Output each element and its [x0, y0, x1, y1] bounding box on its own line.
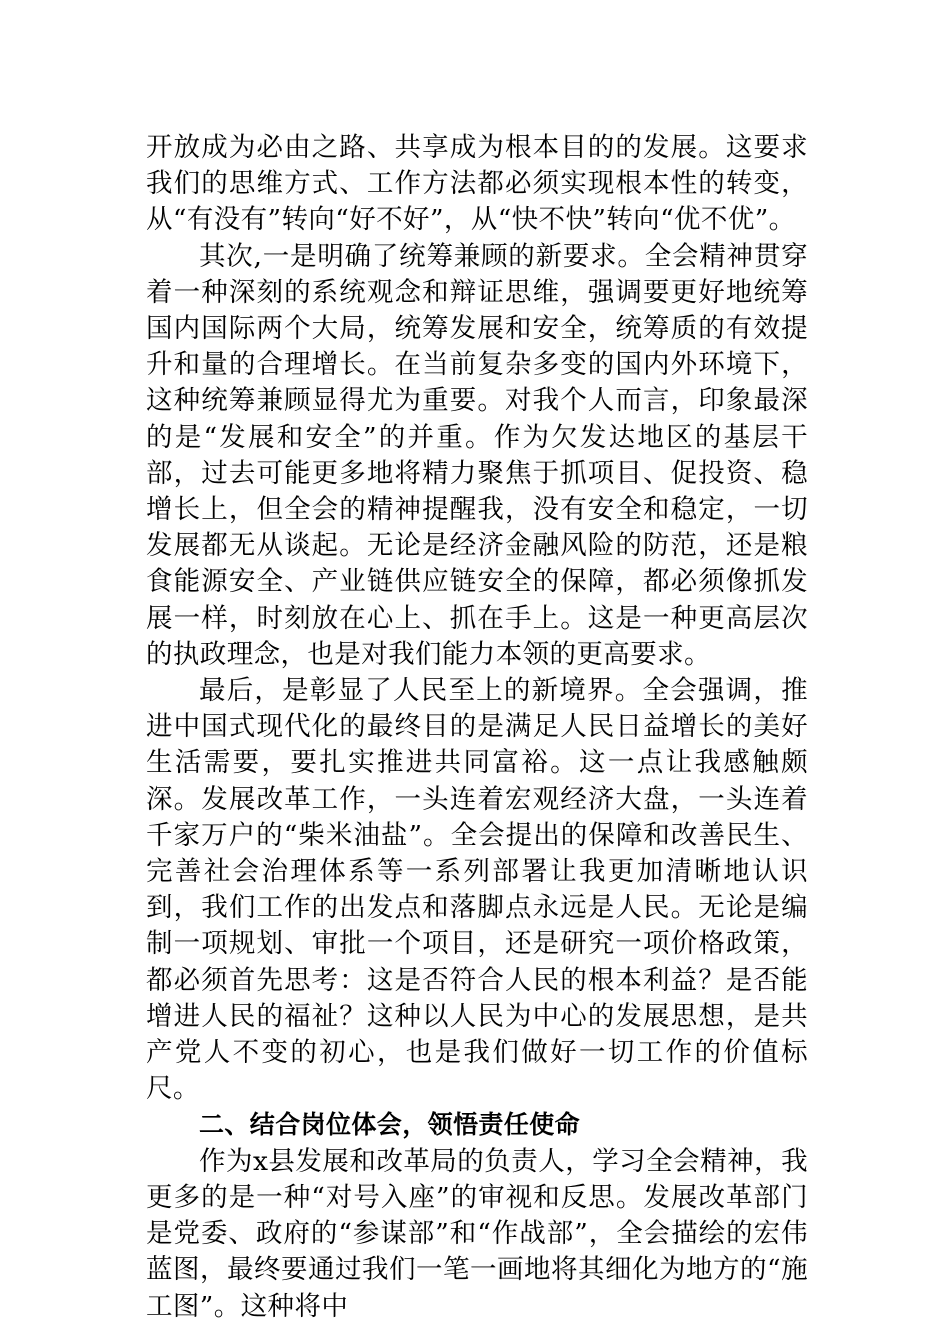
- paragraph-overall-planning: 其次,一是明确了统筹兼顾的新要求。全会精神贯穿着一种深刻的系统观念和辩证思维，强调要更好地统筹国内国际两个大局，统筹发展和安全，统筹质的有效提升和量的合理增长。在当前复杂多变的国内外环境下，这种统筹兼顾显得尤为重要。对我个人而言，印象最深的是“发展和安全”的并重。作为欠发达地区的基层干部，过去可能更多地将精力聚焦于抓项目、促投资、稳增长上，但全会的精神提醒我，没有安全和稳定，一切发展都无从谈起。无论是经济金融风险的防范，还是粮食能源安全、产业链供应链安全的保障，都必须像抓发展一样，时刻放在心上、抓在手上。这是一种更高层次的执政理念，也是对我们能力本领的更高要求。: [146, 240, 808, 670]
- section-heading: 二、结合岗位体会，领悟责任使命: [199, 1110, 581, 1140]
- paragraph-people-first: 最后，是彰显了人民至上的新境界。全会强调，推进中国式现代化的最终目的是满足人民日益增长的美好生活需要，要扎实推进共同富裕。这一点让我感触颇深。发展改革工作，一头连着宏观经济大盘，一头连着千家万户的“柴米油盐”。全会提出的保障和改善民生、完善社会治理体系等一系列部署让我更加清晰地认识到，我们工作的出发点和落脚点永远是人民。无论是编制一项规划、审批一个项目，还是研究一项价格政策，都必须首先思考：这是否符合人民的根本利益？是否能增进人民的福祉？这种以人民为中心的发展思想，是共产党人不变的初心，也是我们做好一切工作的价值标尺。: [146, 675, 808, 1105]
- paragraph-continuation: 开放成为必由之路、共享成为根本目的的发展。这要求我们的思维方式、工作方法都必须实现根本性的转变，从“有没有”转向“好不好”，从“快不快”转向“优不优”。: [146, 132, 808, 236]
- paragraph-job-reflection: 作为x县发展和改革局的负责人，学习全会精神，我更多的是一种“对号入座”的审视和反思。发展改革部门是党委、政府的“参谋部”和“作战部”，全会描绘的宏伟蓝图，最终要通过我们一笔一画地将其细化为地方的“施工图”。这种将中: [146, 1145, 808, 1322]
- document-body: [146, 130, 808, 1325]
